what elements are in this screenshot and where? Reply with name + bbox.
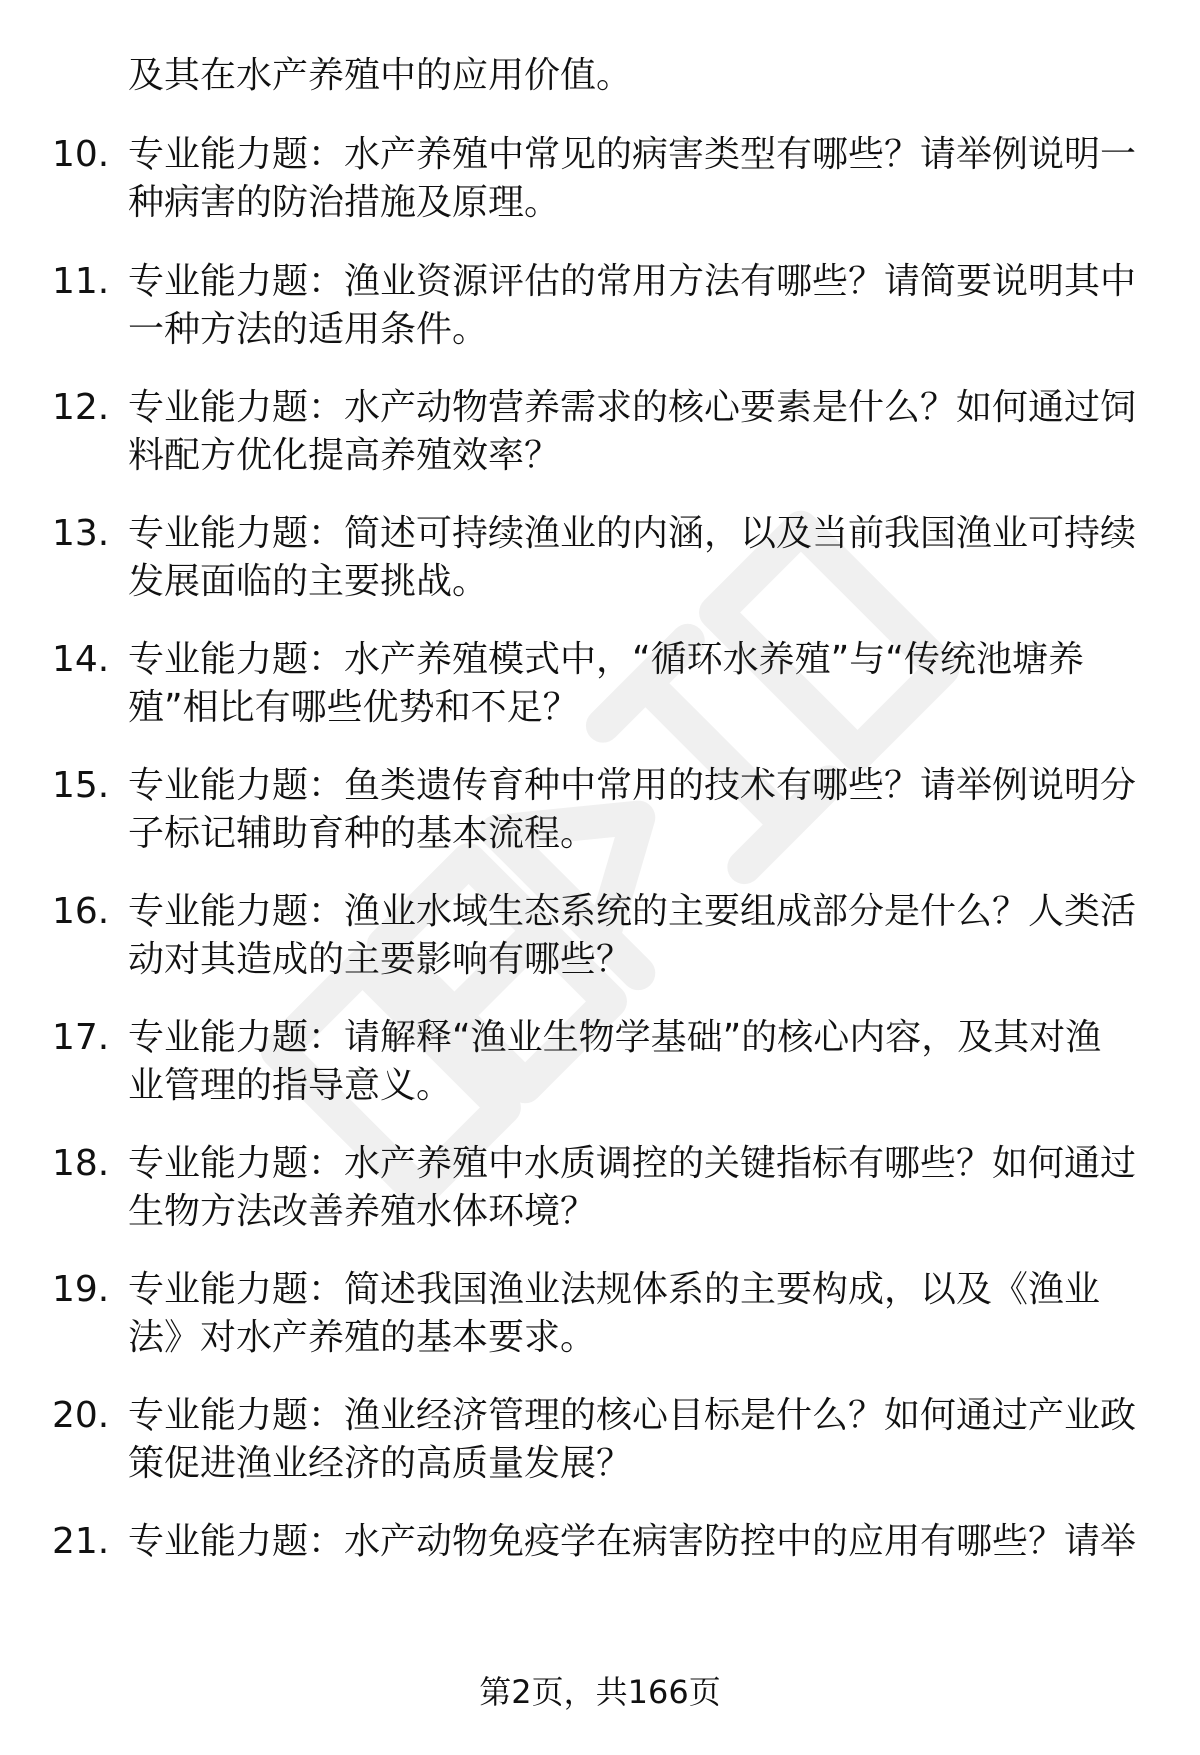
item-text-line2: 生物方法改善养殖水体环境？ [128, 1191, 597, 1232]
item-text-line2: 业管理的指导意义。 [128, 1065, 453, 1106]
item-number: 17. [52, 1017, 110, 1058]
page-footer: 第2页，共166页 [479, 1673, 721, 1711]
item-number: 10. [52, 134, 110, 175]
item-number: 14. [52, 639, 110, 680]
item-number: 12. [52, 387, 110, 428]
item-text-line1: 专业能力题：水产养殖中水质调控的关键指标有哪些？如何通过 [128, 1143, 1137, 1184]
item-text-line1: 专业能力题：鱼类遗传育种中常用的技术有哪些？请举例说明分 [128, 765, 1137, 806]
item-text-line2: 殖”相比有哪些优势和不足？ [128, 687, 579, 728]
item-text-line2: 动对其造成的主要影响有哪些？ [128, 939, 633, 980]
item-number: 13. [52, 513, 110, 554]
item-text-line1: 专业能力题：渔业资源评估的常用方法有哪些？请简要说明其中 [128, 261, 1137, 302]
item-text-line2: 子标记辅助育种的基本流程。 [128, 813, 597, 854]
item-number: 15. [52, 765, 110, 806]
item-number: 16. [52, 891, 110, 932]
item-text-line2: 料配方优化提高养殖效率？ [128, 435, 561, 476]
item-text-line2: 种病害的防治措施及原理。 [128, 182, 561, 223]
item-text-line1: 专业能力题：渔业经济管理的核心目标是什么？如何通过产业政 [128, 1395, 1137, 1436]
item-number: 19. [52, 1269, 110, 1310]
item-number: 18. [52, 1143, 110, 1184]
item-number: 21. [52, 1521, 110, 1562]
item-text-line1: 专业能力题：简述我国渔业法规体系的主要构成，以及《渔业 [128, 1269, 1101, 1310]
item-text-line1: 专业能力题：水产养殖模式中，“循环水养殖”与“传统池塘养 [128, 639, 1084, 680]
item-text-line1: 专业能力题：请解释“渔业生物学基础”的核心内容，及其对渔 [128, 1017, 1102, 1058]
item-text-line1: 专业能力题：水产动物免疫学在病害防控中的应用有哪些？请举 [128, 1521, 1137, 1562]
item-number: 20. [52, 1395, 110, 1436]
item-text-line1: 专业能力题：水产养殖中常见的病害类型有哪些？请举例说明一 [128, 134, 1137, 175]
item-number: 11. [52, 261, 110, 302]
item-text-line2: 一种方法的适用条件。 [128, 309, 489, 350]
item-text-line1: 专业能力题：简述可持续渔业的内涵，以及当前我国渔业可持续 [128, 513, 1137, 554]
item-text-line1: 专业能力题：渔业水域生态系统的主要组成部分是什么？人类活 [128, 891, 1137, 932]
item-text-line2: 发展面临的主要挑战。 [128, 561, 489, 602]
item-text-line2: 策促进渔业经济的高质量发展？ [128, 1443, 633, 1484]
item-text-line2: 法》对水产养殖的基本要求。 [128, 1317, 597, 1358]
continuation-text: 及其在水产养殖中的应用价值。 [128, 55, 633, 96]
item-text-line1: 专业能力题：水产动物营养需求的核心要素是什么？如何通过饲 [128, 387, 1137, 428]
